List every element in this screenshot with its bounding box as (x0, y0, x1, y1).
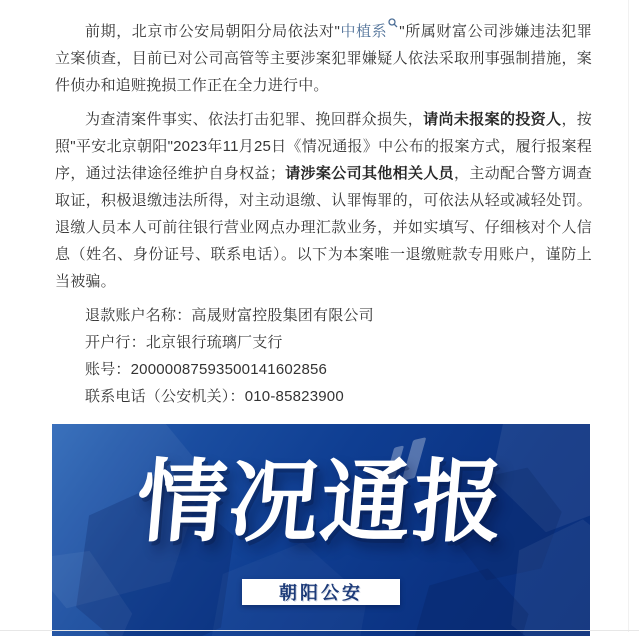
banner-title: 情况通报 (132, 450, 510, 555)
detail-value: 010-85823900 (244, 388, 344, 405)
paragraph-text: 为查清案件事实、依法打击犯罪、挽回群众损失， (85, 111, 424, 128)
paragraph-text: "所属财富公司涉嫌违法犯罪立案侦查，目前已对公司高管等主要涉案犯罪嫌疑人依法采取刑事强制措施，案件侦办和追赃挽损工作正在全力进行中。 (55, 23, 592, 94)
banner-badge (242, 579, 400, 605)
detail-bank-branch (55, 329, 592, 356)
detail-label: 开户行： (85, 334, 146, 351)
detail-label: 联系电话（公安机关）： (85, 388, 245, 405)
detail-account-number (55, 356, 592, 383)
detail-value: 高晟财富控股集团有限公司 (191, 307, 374, 324)
bold-related-persons-callout: 请涉案公司其他相关人员 (285, 165, 455, 182)
detail-value: 北京银行琉璃厂支行 (145, 334, 283, 351)
detail-account-name (55, 302, 592, 329)
paragraph-text: ，按照"平安北京朝阳"2023年11月25日《情况通报》中公布的报案方式，履行报案程序，通过法律途径维护自身权益； (55, 111, 593, 182)
search-sup-icon[interactable] (388, 18, 398, 28)
detail-value: 20000087593500141602856 (130, 361, 328, 378)
entity-link-zhongzhi[interactable]: 中植系 (340, 23, 388, 40)
paragraph-refund-notice (55, 106, 592, 295)
bottom-divider (0, 630, 639, 631)
article-content (55, 18, 592, 636)
detail-label: 账号： (85, 361, 131, 378)
paragraph-text: 前期，北京市公安局朝阳分局依法对" (85, 23, 341, 40)
detail-label: 退款账户名称： (85, 307, 192, 324)
notice-banner-image (52, 424, 590, 636)
paragraph-text: ，主动配合警方调查取证，积极退缴违法所得，对主动退缴、认罪悔罪的，可依法从轻或减轻处罚。退缴人员本人可前往银行营业网点办理汇款业务，并如实填写、仔细核对个人信息（姓名、身份证号、联系电话）。以下为本案唯一退缴赃款专用账户，谨防上当被骗。 (55, 165, 593, 290)
paragraph-case-filing (55, 18, 592, 99)
bold-investors-callout: 请尚未报案的投资人 (423, 111, 562, 128)
detail-contact-phone (55, 383, 592, 410)
refund-account-details (55, 302, 592, 410)
banner-badge-label: 朝阳公安 (279, 583, 363, 603)
page-right-edge-line (628, 0, 629, 632)
